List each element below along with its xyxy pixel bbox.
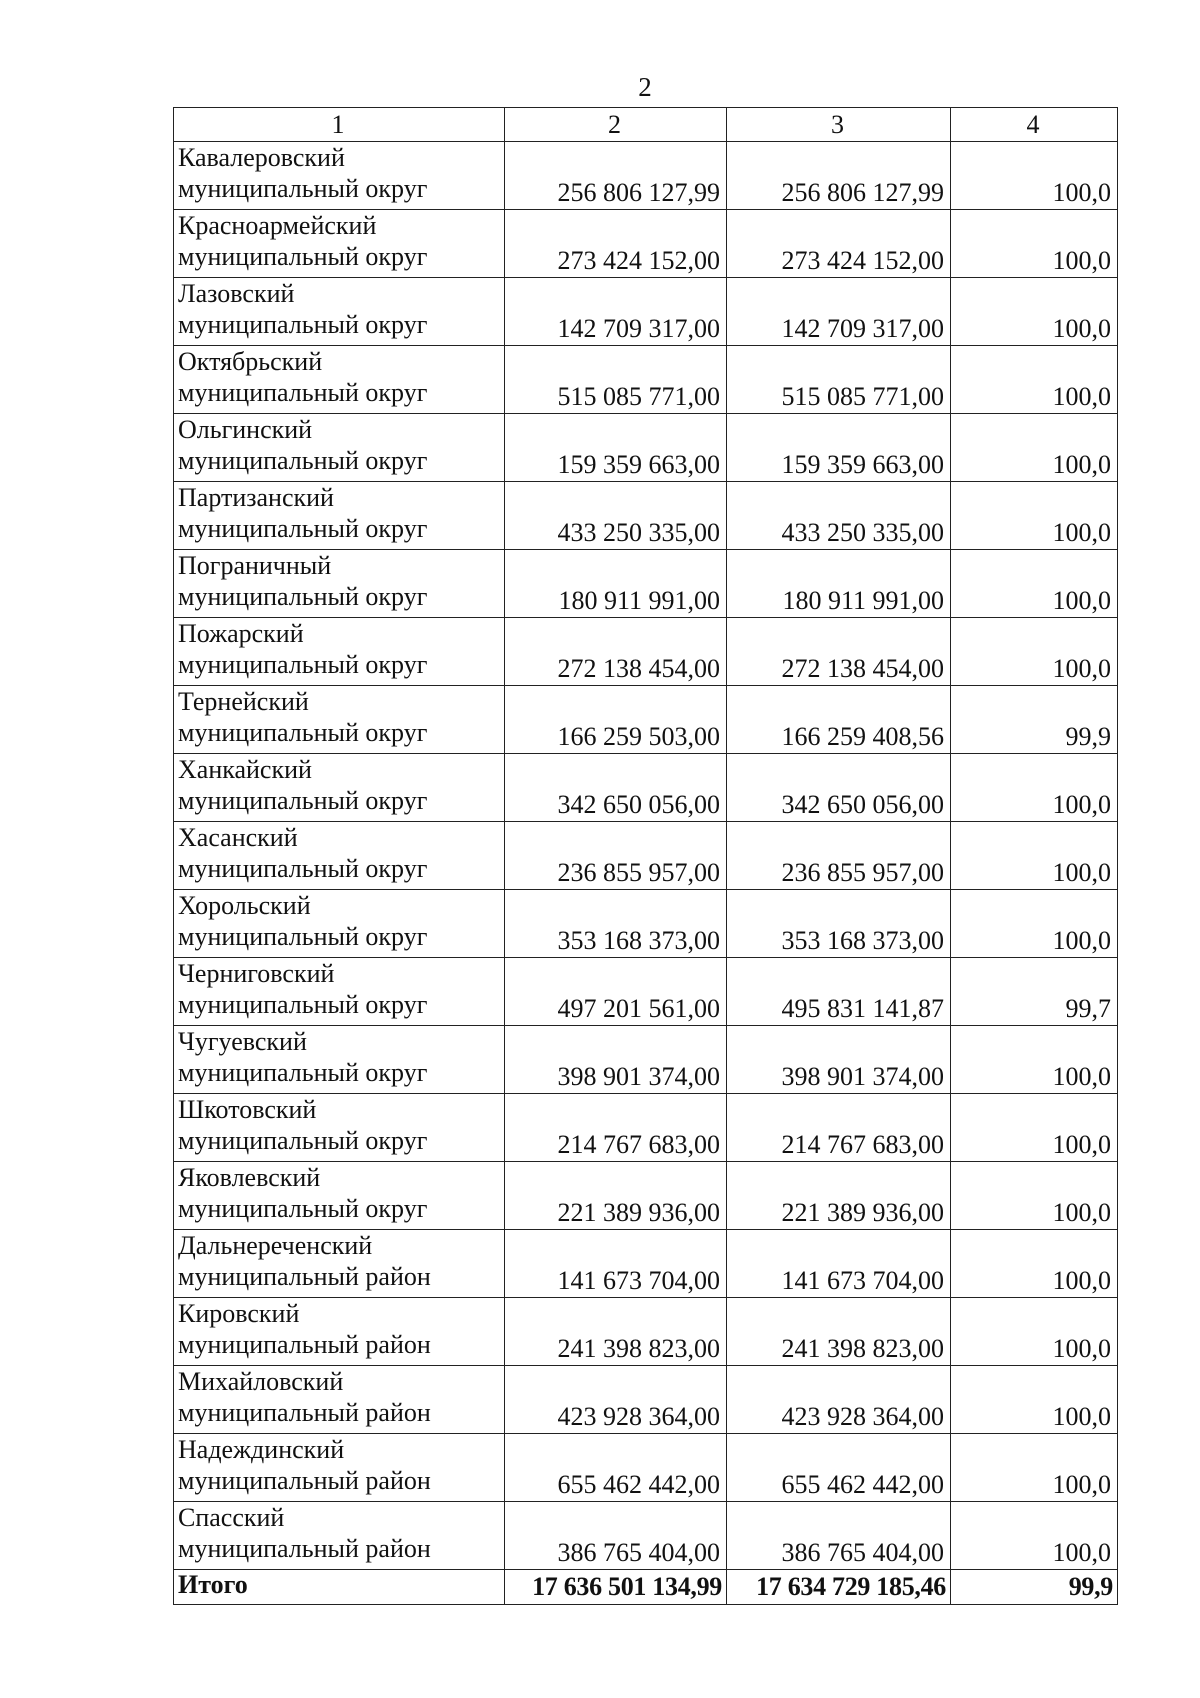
row-name-line: Дальнереченский — [178, 1231, 373, 1260]
row-col4: 99,7 — [951, 958, 1118, 1026]
row-col2: 236 855 957,00 — [505, 822, 727, 890]
row-col3: 141 673 704,00 — [727, 1230, 951, 1298]
table-header — [174, 108, 1118, 142]
row-name-line: Хасанский — [178, 823, 298, 852]
row-col3: 159 359 663,00 — [727, 414, 951, 482]
row-name — [174, 1298, 505, 1366]
table-row — [174, 890, 1118, 958]
row-col4: 99,9 — [951, 686, 1118, 754]
row-name-line: муниципальный округ — [178, 1058, 428, 1087]
row-name — [174, 414, 505, 482]
row-name-line: Яковлевский — [178, 1163, 321, 1192]
row-name-line: муниципальный округ — [178, 582, 428, 611]
row-name-line: муниципальный округ — [178, 1126, 428, 1155]
row-name — [174, 618, 505, 686]
row-name — [174, 822, 505, 890]
row-name-line: муниципальный округ — [178, 174, 428, 203]
row-col3: 495 831 141,87 — [727, 958, 951, 1026]
row-col4: 100,0 — [951, 1162, 1118, 1230]
table-row — [174, 278, 1118, 346]
row-name-line: муниципальный округ — [178, 990, 428, 1019]
total-row — [174, 1570, 1118, 1605]
row-col2: 142 709 317,00 — [505, 278, 727, 346]
row-name-line: Партизанский — [178, 483, 334, 512]
row-name — [174, 346, 505, 414]
row-col4: 100,0 — [951, 618, 1118, 686]
row-col2: 655 462 442,00 — [505, 1434, 727, 1502]
row-col3: 214 767 683,00 — [727, 1094, 951, 1162]
header-col-1: 1 — [174, 108, 505, 142]
row-name-line: муниципальный район — [178, 1398, 431, 1427]
total-col-4: 99,9 — [951, 1570, 1118, 1605]
row-col2: 423 928 364,00 — [505, 1366, 727, 1434]
row-col4: 100,0 — [951, 890, 1118, 958]
row-name-line: муниципальный район — [178, 1534, 431, 1563]
row-col2: 386 765 404,00 — [505, 1502, 727, 1570]
row-name-line: Шкотовский — [178, 1095, 317, 1124]
header-col-2: 2 — [505, 108, 727, 142]
row-name — [174, 1434, 505, 1502]
row-col4: 100,0 — [951, 414, 1118, 482]
row-name-line: муниципальный округ — [178, 786, 428, 815]
row-name — [174, 1230, 505, 1298]
row-col2: 353 168 373,00 — [505, 890, 727, 958]
row-col2: 214 767 683,00 — [505, 1094, 727, 1162]
row-name — [174, 1094, 505, 1162]
row-name-line: Кавалеровский — [178, 143, 345, 172]
table-row — [174, 618, 1118, 686]
table-row — [174, 1162, 1118, 1230]
row-name — [174, 550, 505, 618]
row-name — [174, 278, 505, 346]
row-col2: 159 359 663,00 — [505, 414, 727, 482]
table-row — [174, 1502, 1118, 1570]
row-col3: 655 462 442,00 — [727, 1434, 951, 1502]
row-col3: 398 901 374,00 — [727, 1026, 951, 1094]
row-col2: 241 398 823,00 — [505, 1298, 727, 1366]
row-col2: 256 806 127,99 — [505, 142, 727, 210]
row-name — [174, 1026, 505, 1094]
table-row — [174, 822, 1118, 890]
total-col-3: 17 634 729 185,46 — [727, 1570, 951, 1605]
row-col3: 241 398 823,00 — [727, 1298, 951, 1366]
row-name-line: муниципальный округ — [178, 1194, 428, 1223]
row-col2: 398 901 374,00 — [505, 1026, 727, 1094]
row-name-line: муниципальный округ — [178, 514, 428, 543]
row-name-line: муниципальный округ — [178, 718, 428, 747]
row-col2: 166 259 503,00 — [505, 686, 727, 754]
row-name-line: муниципальный район — [178, 1262, 431, 1291]
row-col4: 100,0 — [951, 550, 1118, 618]
row-name-line: муниципальный округ — [178, 242, 428, 271]
row-name — [174, 686, 505, 754]
row-col2: 342 650 056,00 — [505, 754, 727, 822]
table-body — [174, 142, 1118, 1605]
table-row — [174, 482, 1118, 550]
table-row — [174, 210, 1118, 278]
row-col2: 272 138 454,00 — [505, 618, 727, 686]
table-row — [174, 142, 1118, 210]
row-name-line: Хорольский — [178, 891, 311, 920]
row-col4: 100,0 — [951, 754, 1118, 822]
row-col3: 221 389 936,00 — [727, 1162, 951, 1230]
row-name-line: муниципальный округ — [178, 922, 428, 951]
table-row — [174, 1298, 1118, 1366]
table-row — [174, 550, 1118, 618]
row-col2: 221 389 936,00 — [505, 1162, 727, 1230]
row-name — [174, 210, 505, 278]
row-name — [174, 142, 505, 210]
table-row — [174, 1366, 1118, 1434]
table-row — [174, 754, 1118, 822]
row-col4: 100,0 — [951, 1298, 1118, 1366]
row-col2: 180 911 991,00 — [505, 550, 727, 618]
row-name-line: муниципальный округ — [178, 446, 428, 475]
row-name-line: муниципальный округ — [178, 310, 428, 339]
row-col4: 100,0 — [951, 1434, 1118, 1502]
row-col3: 142 709 317,00 — [727, 278, 951, 346]
table-row — [174, 1230, 1118, 1298]
row-col2: 433 250 335,00 — [505, 482, 727, 550]
row-name-line: муниципальный округ — [178, 854, 428, 883]
row-name-line: Тернейский — [178, 687, 309, 716]
row-name — [174, 482, 505, 550]
page-number: 2 — [638, 72, 652, 102]
row-name-line: Октябрьский — [178, 347, 323, 376]
row-col3: 180 911 991,00 — [727, 550, 951, 618]
row-col4: 100,0 — [951, 142, 1118, 210]
row-name — [174, 1366, 505, 1434]
row-col3: 515 085 771,00 — [727, 346, 951, 414]
total-col-2: 17 636 501 134,99 — [505, 1570, 727, 1605]
row-col4: 100,0 — [951, 1230, 1118, 1298]
row-name — [174, 754, 505, 822]
row-name-line: Черниговский — [178, 959, 335, 988]
row-col2: 497 201 561,00 — [505, 958, 727, 1026]
budget-table — [173, 107, 1118, 1605]
row-col3: 272 138 454,00 — [727, 618, 951, 686]
row-col4: 100,0 — [951, 482, 1118, 550]
row-name-line: Ханкайский — [178, 755, 312, 784]
row-name-line: муниципальный округ — [178, 650, 428, 679]
table-row — [174, 414, 1118, 482]
table-row — [174, 1026, 1118, 1094]
row-col4: 100,0 — [951, 346, 1118, 414]
row-name — [174, 958, 505, 1026]
header-col-3: 3 — [727, 108, 951, 142]
row-name-line: муниципальный округ — [178, 378, 428, 407]
row-name-line: Чугуевский — [178, 1027, 307, 1056]
table-row — [174, 1434, 1118, 1502]
row-name-line: Спасский — [178, 1503, 285, 1532]
row-col2: 141 673 704,00 — [505, 1230, 727, 1298]
row-col2: 515 085 771,00 — [505, 346, 727, 414]
table-row — [174, 1094, 1118, 1162]
row-name-line: Надеждинский — [178, 1435, 345, 1464]
row-col3: 236 855 957,00 — [727, 822, 951, 890]
row-name — [174, 1162, 505, 1230]
row-name-line: Кировский — [178, 1299, 300, 1328]
row-name-line: Пожарский — [178, 619, 304, 648]
row-col3: 256 806 127,99 — [727, 142, 951, 210]
table-row — [174, 346, 1118, 414]
row-name-line: муниципальный район — [178, 1466, 431, 1495]
row-name-line: Лазовский — [178, 279, 295, 308]
row-name-line: муниципальный район — [178, 1330, 431, 1359]
row-col4: 100,0 — [951, 278, 1118, 346]
row-col3: 353 168 373,00 — [727, 890, 951, 958]
row-col3: 342 650 056,00 — [727, 754, 951, 822]
row-col4: 100,0 — [951, 822, 1118, 890]
row-name-line: Пограничный — [178, 551, 332, 580]
row-col3: 166 259 408,56 — [727, 686, 951, 754]
row-col3: 433 250 335,00 — [727, 482, 951, 550]
table-row — [174, 958, 1118, 1026]
header-col-4: 4 — [951, 108, 1118, 142]
row-col4: 100,0 — [951, 1094, 1118, 1162]
row-col4: 100,0 — [951, 210, 1118, 278]
row-name-line: Красноармейский — [178, 211, 377, 240]
row-col4: 100,0 — [951, 1026, 1118, 1094]
row-col2: 273 424 152,00 — [505, 210, 727, 278]
row-name-line: Михайловский — [178, 1367, 344, 1396]
row-col3: 386 765 404,00 — [727, 1502, 951, 1570]
row-col4: 100,0 — [951, 1502, 1118, 1570]
row-name-line: Ольгинский — [178, 415, 313, 444]
row-col3: 273 424 152,00 — [727, 210, 951, 278]
row-col3: 423 928 364,00 — [727, 1366, 951, 1434]
row-name — [174, 1502, 505, 1570]
row-name — [174, 890, 505, 958]
total-label: Итого — [174, 1570, 505, 1605]
row-col4: 100,0 — [951, 1366, 1118, 1434]
table-row — [174, 686, 1118, 754]
